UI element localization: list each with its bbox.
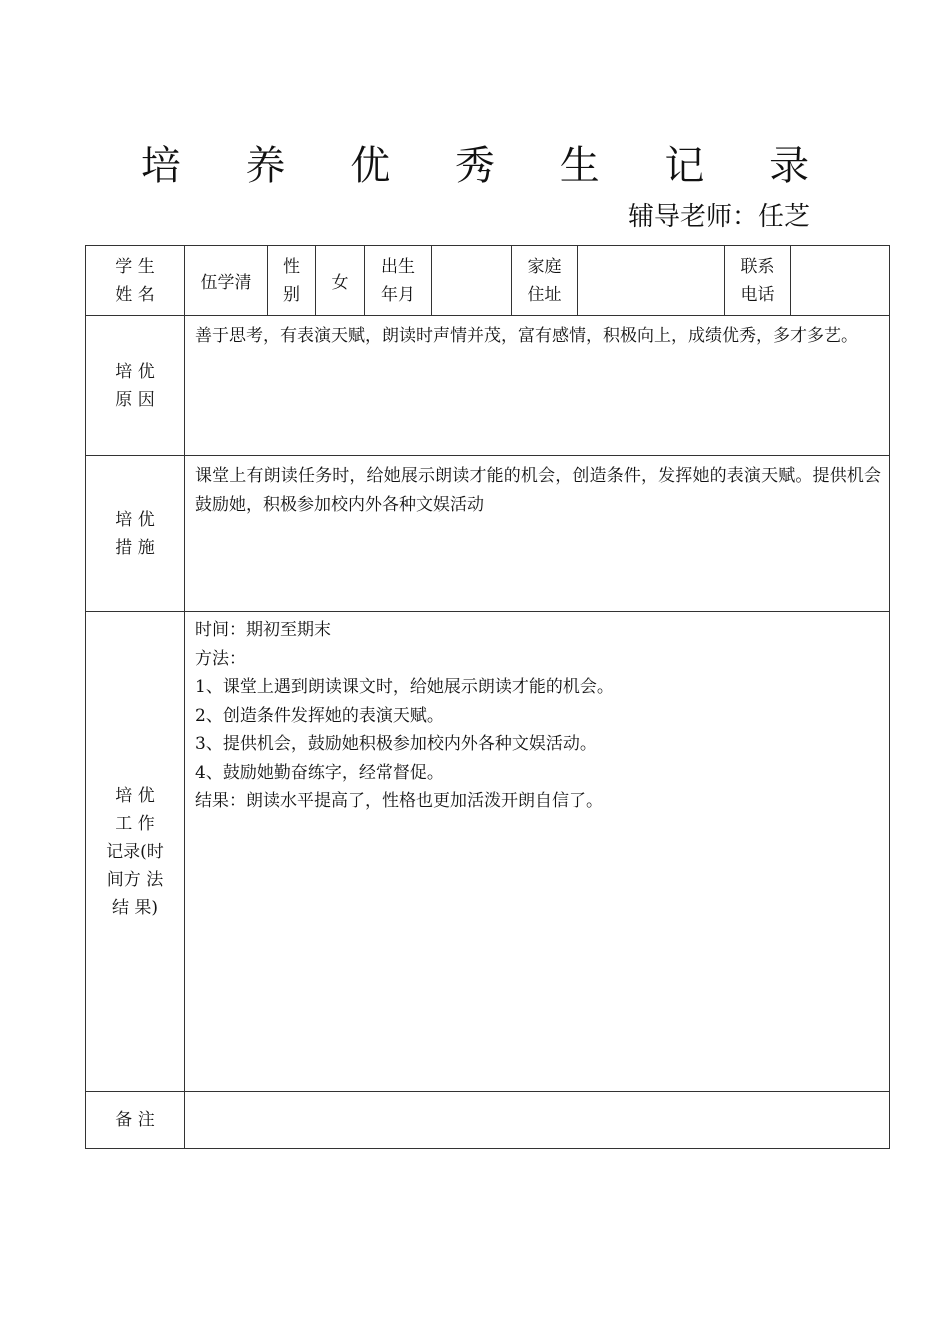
birth-label-cell [365, 246, 432, 316]
record-label-line2: 工 作 [115, 813, 155, 834]
phone-label-line2: 电话 [740, 284, 775, 305]
record-label-line1: 培 优 [115, 785, 155, 806]
birth-label-line2: 年月 [381, 284, 415, 305]
record-line: 1、课堂上遇到朗读课文时，给她展示朗读才能的机会。 [195, 677, 614, 697]
reason-row [86, 316, 890, 456]
reason-label-cell [86, 316, 185, 456]
record-table [85, 245, 890, 1149]
measures-label-line2: 措 施 [115, 537, 155, 558]
name-value: 伍学清 [185, 246, 268, 316]
record-content [185, 612, 890, 1092]
record-line: 方法： [195, 648, 246, 669]
record-label-cell [86, 612, 185, 1092]
record-line: 时间：期初至期末 [195, 620, 331, 640]
gender-label-cell [268, 246, 316, 316]
measures-text: 课堂上有朗读任务时，给她展示朗读才能的机会，创造条件，发挥她的表演天赋。提供机会鼓励她，积极参加校内外各种文娱活动 [185, 456, 890, 612]
student-info-row [86, 246, 890, 316]
record-line: 4、鼓励她勤奋练字，经常督促。 [195, 762, 444, 783]
name-label-line2: 姓 名 [115, 284, 155, 305]
record-label-line3: 记录(时 [106, 841, 164, 862]
advisor-name: 辅导老师：任芝 [628, 202, 811, 232]
record-row [86, 612, 890, 1092]
gender-label-line2: 别 [283, 284, 300, 305]
phone-label-line1: 联系 [740, 256, 775, 277]
name-label-line1: 学 生 [115, 256, 155, 277]
notes-text [185, 1092, 890, 1149]
reason-label-line1: 培 优 [115, 361, 155, 382]
gender-label-line1: 性 [283, 256, 300, 277]
reason-text: 善于思考，有表演天赋，朗读时声情并茂，富有感情，积极向上，成绩优秀，多才多艺。 [185, 316, 890, 456]
record-line: 结果：朗读水平提高了，性格也更加活泼开朗自信了。 [195, 791, 603, 811]
measures-row [86, 456, 890, 612]
measures-label-line1: 培 优 [115, 509, 155, 530]
birth-value [432, 246, 512, 316]
gender-value: 女 [316, 246, 365, 316]
address-label-cell [512, 246, 578, 316]
record-label-line4: 间方 法 [106, 869, 164, 890]
name-label-cell [86, 246, 185, 316]
phone-value [791, 246, 890, 316]
record-line: 2、创造条件发挥她的表演天赋。 [195, 705, 444, 726]
address-value [578, 246, 725, 316]
address-label-line2: 住址 [527, 284, 562, 305]
notes-label: 备 注 [86, 1092, 185, 1149]
measures-label-cell [86, 456, 185, 612]
record-line: 3、提供机会，鼓励她积极参加校内外各种文娱活动。 [195, 734, 597, 754]
address-label-line1: 家庭 [527, 256, 562, 277]
page-title: 培 养 优 秀 生 记 录 [140, 143, 836, 189]
reason-label-line2: 原 因 [115, 389, 155, 410]
notes-row [86, 1092, 890, 1149]
phone-label-cell [725, 246, 791, 316]
birth-label-line1: 出生 [381, 256, 415, 277]
record-label-line5: 结 果) [111, 897, 159, 918]
